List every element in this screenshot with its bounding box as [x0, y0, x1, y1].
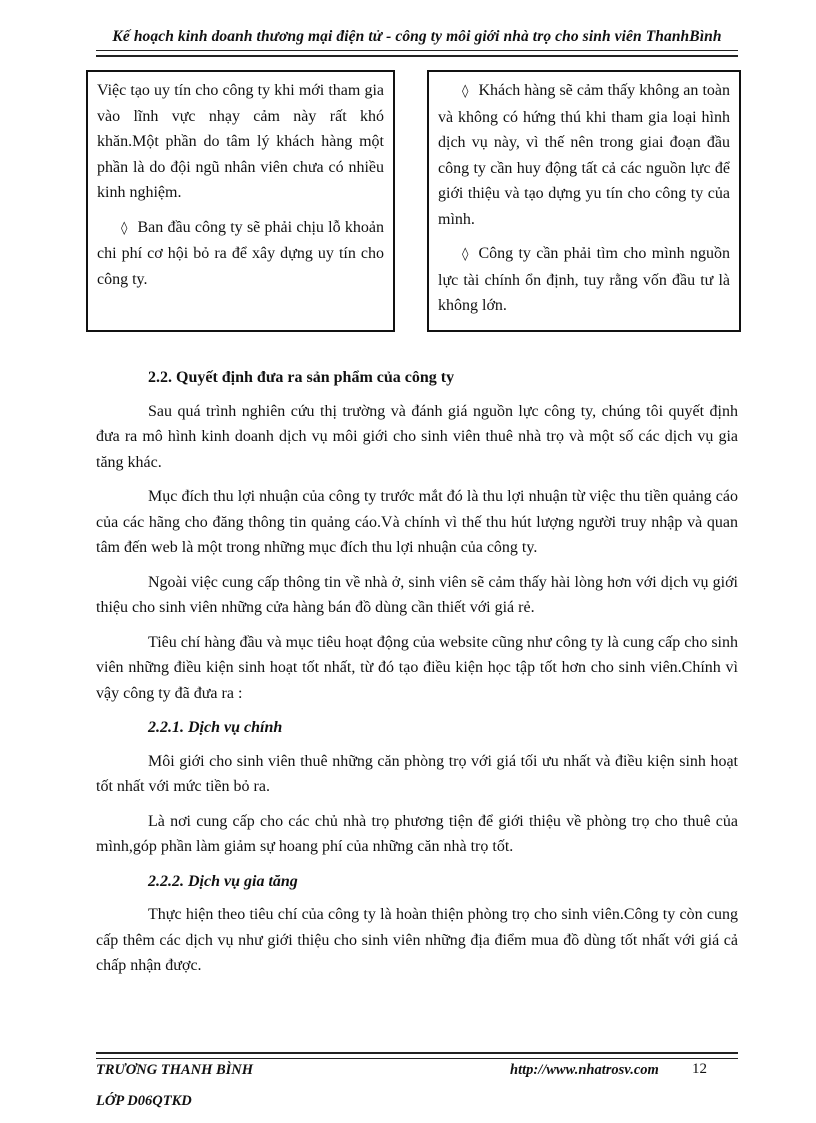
box-right-paragraph-2: [438, 241, 730, 319]
section-paragraph-1: Sau quá trình nghiên cứu thị trường và đánh giá nguồn lực công ty, chúng tôi quyết định đưa ra mô hình kinh doanh dịch vụ môi giới cho sinh viên thuê nhà trọ và một số các dịch vụ gia tăng khác.: [96, 402, 738, 471]
main-service-paragraph-1: Môi giới cho sinh viên thuê những căn phòng trọ với giá tối ưu nhất và điều kiện sinh hoạt tốt nhất với mức tiền bỏ ra.: [96, 752, 738, 795]
box-right-paragraph-1: [438, 78, 730, 232]
footer-divider: [96, 1052, 738, 1059]
section-paragraph-4: Tiêu chí hàng đầu và mục tiêu hoạt động của website cũng như công ty là cung cấp cho sinh viên những điều kiện sinh hoạt tốt nhất, từ đó tạo điều kiện học tập tốt hơn cho sinh viên.Chính vì vậy công ty đã đưa ra :: [96, 633, 738, 702]
box-left-paragraph-1: Việc tạo uy tín cho công ty khi mới tham gia vào lĩnh vực nhạy cảm này rất khó khăn.Một phần do tâm lý khách hàng một phần là do đội ngũ nhân viên chưa có nhiều kinh nghiệm.: [97, 82, 384, 201]
box-left-paragraph-2: [97, 215, 384, 293]
header-divider: [96, 50, 738, 57]
page-header-title: Kế hoạch kinh doanh thương mại điện tử - công ty môi giới nhà trọ cho sinh viên ThanhBình: [112, 28, 722, 45]
section-paragraph-3: Ngoài việc cung cấp thông tin về nhà ở, sinh viên sẽ cảm thấy hài lòng hơn với dịch vụ giới thiệu cho sinh viên những cửa hàng bán đồ dùng cần thiết với giá rẻ.: [96, 573, 738, 616]
box-right-paragraph-1-text: Khách hàng sẽ cảm thấy không an toàn và không có hứng thú khi tham gia loại hình dịch vụ này, vì thế nên trong giai đoạn đầu công ty cần huy động tất cả các nguồn lực để giới thiệu và tạo dựng yu tín cho công ty của mình.: [438, 82, 730, 228]
footer-author: TRƯƠNG THANH BÌNH: [96, 1062, 254, 1078]
diamond-bullet-icon: ◊: [462, 247, 469, 262]
subsection-heading-value-added-service: 2.2.2. Dịch vụ gia tăng: [148, 872, 298, 890]
box-right-paragraph-2-text: Công ty cần phải tìm cho mình nguồn lực tài chính ổn định, tuy rằng vốn đầu tư là không lớn.: [438, 245, 730, 314]
main-service-paragraph-2: Là nơi cung cấp cho các chủ nhà trọ phương tiện để giới thiệu về phòng trọ cho thuê của mình,góp phần làm giảm sự hoang phí của những căn nhà trọ tốt.: [96, 812, 738, 855]
box-right-challenges: [427, 70, 741, 332]
section-paragraph-2: Mục đích thu lợi nhuận của công ty trước mắt đó là thu lợi nhuận từ việc thu tiền quảng cáo của các hãng cho đăng thông tin quảng cáo.Và chính vì thế thu hút lượng người truy nhập và quan tâm đến web là một trong những mục đích thu lợi nhuận của công ty.: [96, 488, 738, 556]
box-left-paragraph-2-text: Ban đầu công ty sẽ phải chịu lỗ khoản chi phí cơ hội bỏ ra để xây dựng uy tín cho công ty.: [97, 218, 384, 288]
footer-website-url[interactable]: http://www.nhatrosv.com: [510, 1062, 659, 1078]
subsection-heading-main-service: 2.2.1. Dịch vụ chính: [148, 719, 283, 736]
main-content: [96, 365, 738, 988]
value-added-service-paragraph: Thực hiện theo tiêu chí của công ty là hoàn thiện phòng trọ cho sinh viên.Công ty còn cung cấp thêm các dịch vụ như giới thiệu cho sinh viên những địa điểm mua đồ dùng tốt nhất với giá cả chấp nhận được.: [96, 906, 738, 974]
page-number: 12: [692, 1061, 707, 1077]
section-heading: 2.2. Quyết định đưa ra sản phẩm của công ty: [148, 369, 455, 386]
box-left-challenges: [86, 70, 395, 332]
diamond-bullet-icon: ◊: [121, 220, 128, 236]
diamond-bullet-icon: ◊: [462, 84, 469, 99]
footer-class-label: LỚP D06QTKD: [96, 1093, 192, 1109]
